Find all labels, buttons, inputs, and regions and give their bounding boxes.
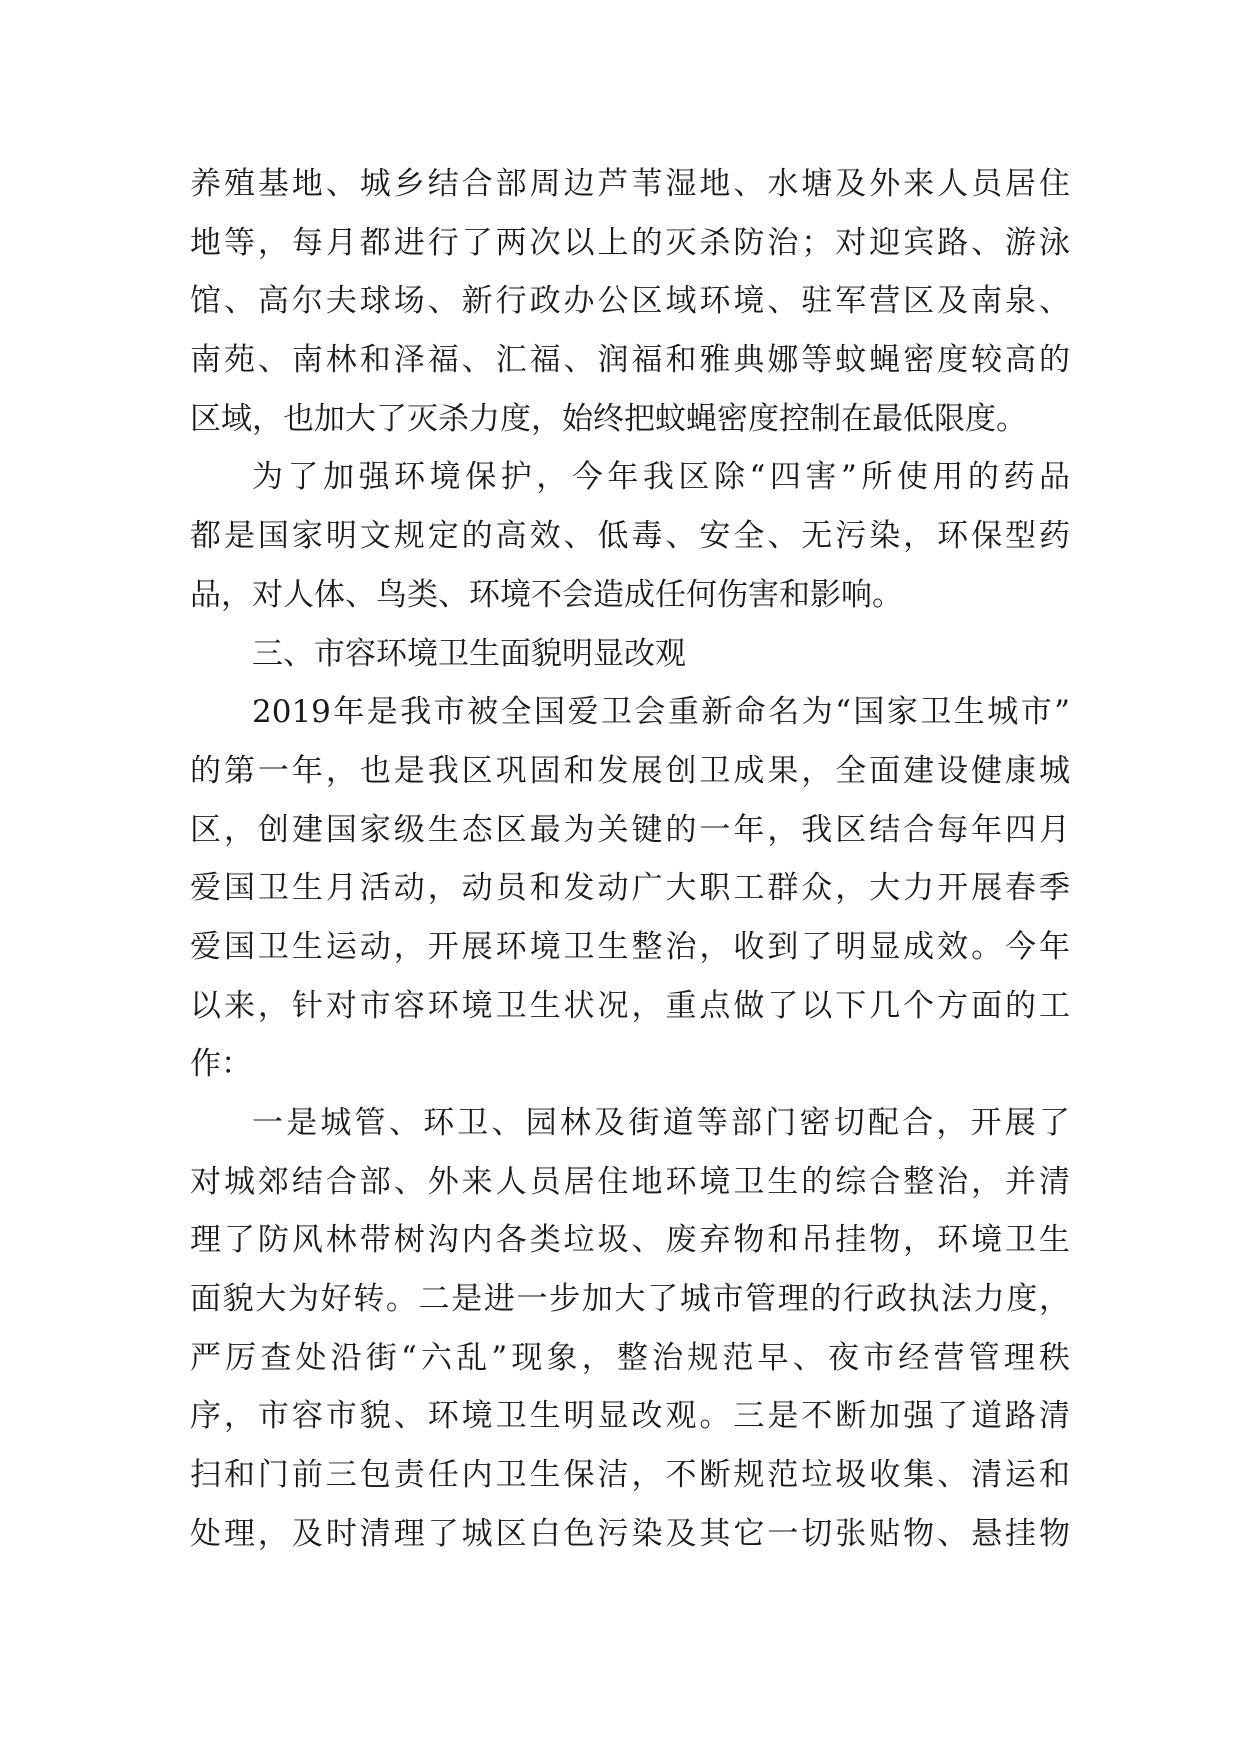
text-line: 爱国卫生运动，开展环境卫生整治，收到了明显成效。今年	[190, 928, 1070, 965]
text-line: 品，对人体、鸟类、环境不会造成任何伤害和影响。	[190, 576, 903, 613]
text-line: 对城郊结合部、外来人员居住地环境卫生的综合整治，并清	[190, 1163, 1070, 1200]
text-line: 面貌大为好转。二是进一步加大了城市管理的行政执法力度，	[190, 1281, 1070, 1318]
text-line: 理了防风林带树沟内各类垃圾、废弃物和吊挂物，环境卫生	[190, 1222, 1070, 1259]
text-line: 区，创建国家级生态区最为关键的一年，我区结合每年四月	[190, 811, 1070, 848]
text-line: 爱国卫生月活动，动员和发动广大职工群众，大力开展春季	[190, 870, 1070, 907]
text-line: 区域，也加大了灭杀力度，始终把蚊蝇密度控制在最低限度。	[190, 400, 1027, 437]
text-line: 馆、高尔夫球场、新行政办公区域环境、驻军营区及南泉、	[190, 283, 1070, 320]
text-line: 作：	[190, 1046, 252, 1083]
text-line: 2019年是我市被全国爱卫会重新命名为“国家卫生城市”	[252, 694, 1070, 731]
text-line: 的第一年，也是我区巩固和发展创卫成果，全面建设健康城	[190, 752, 1070, 789]
text-line: 地等，每月都进行了两次以上的灭杀防治；对迎宾路、游泳	[190, 224, 1070, 261]
text-line: 南苑、南林和泽福、汇福、润福和雅典娜等蚊蝇密度较高的	[190, 342, 1070, 379]
text-line: 严厉查处沿街“六乱”现象，整治规范早、夜市经营管理秩	[190, 1339, 1070, 1376]
text-line: 为了加强环境保护，今年我区除“四害”所使用的药品	[252, 459, 1070, 496]
text-line: 处理，及时清理了城区白色污染及其它一切张贴物、悬挂物	[190, 1515, 1070, 1552]
text-line: 养殖基地、城乡结合部周边芦苇湿地、水塘及外来人员居住	[190, 166, 1070, 202]
text-line: 一是城管、环卫、园林及街道等部门密切配合，开展了	[252, 1105, 1070, 1141]
text-line: 三、市容环境卫生面貌明显改观	[252, 635, 686, 672]
text-line: 都是国家明文规定的高效、低毒、安全、无污染，环保型药	[190, 518, 1070, 555]
text-line: 扫和门前三包责任内卫生保洁，不断规范垃圾收集、清运和	[190, 1457, 1070, 1494]
document-page	[190, 155, 1070, 1564]
text-line: 序，市容市貌、环境卫生明显改观。三是不断加强了道路清	[190, 1398, 1070, 1435]
text-line: 以来，针对市容环境卫生状况，重点做了以下几个方面的工	[190, 987, 1070, 1024]
